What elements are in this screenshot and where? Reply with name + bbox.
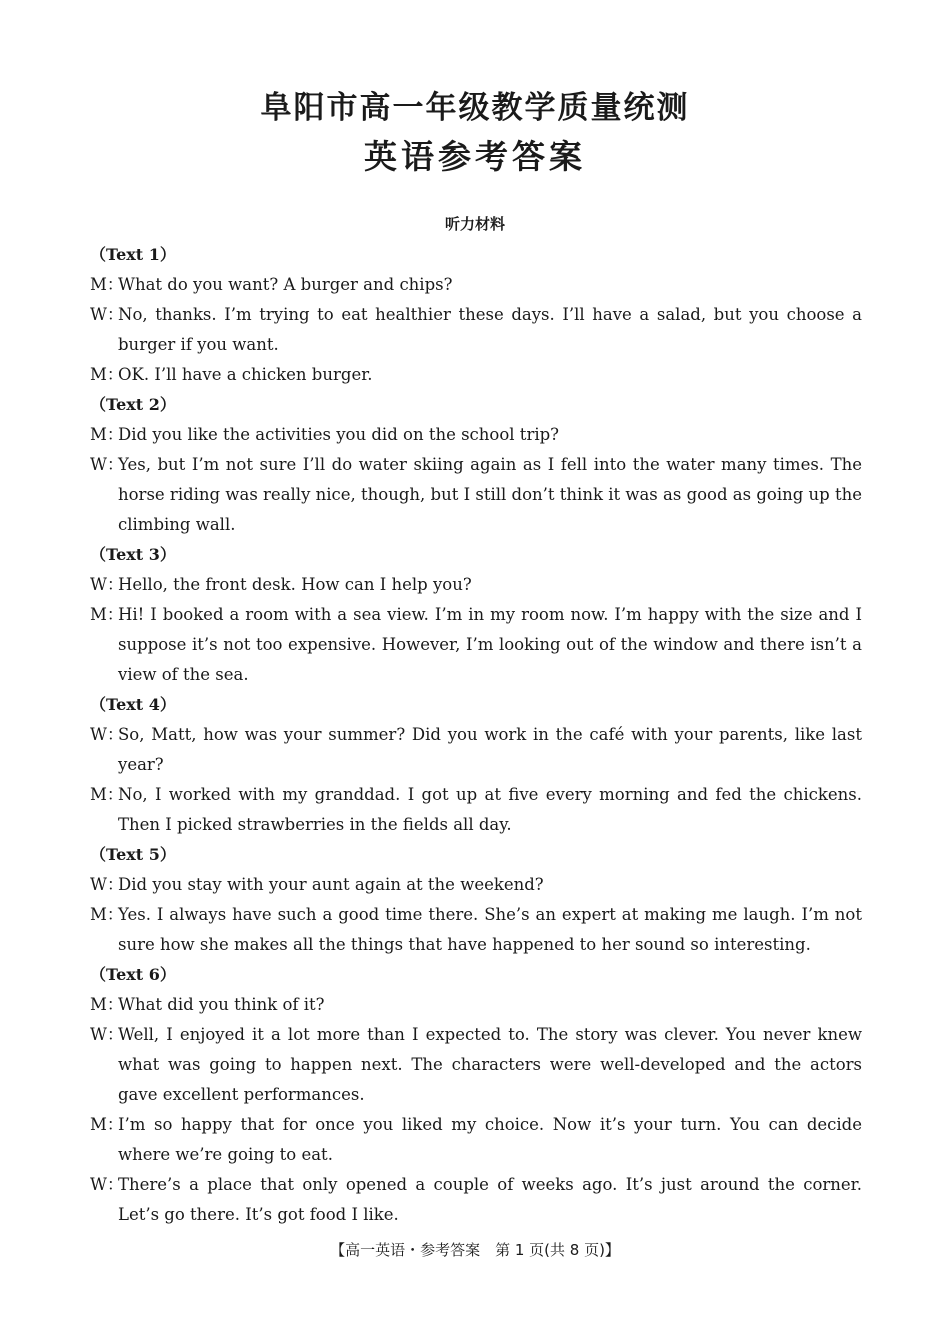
transcript-body [90,240,862,1230]
speaker-label: M： [90,785,124,804]
speaker-label: M： [90,425,124,444]
speaker-label: W： [90,305,124,324]
speaker-label: W： [90,875,124,894]
text-label: （Text 1） [90,245,176,264]
text-label: （Text 2） [90,395,176,414]
dialogue-line [90,1110,862,1170]
utterance: What did you think of it? [118,995,325,1014]
utterance: Yes. I always have such a good time there. She’s an expert at making me laugh. I’m not sure how she makes all the things that have happened to her sound so interesting. [118,905,862,954]
dialogue-line [90,1020,862,1110]
utterance: So, Matt, how was your summer? Did you work in the café with your parents, like last year? [118,725,862,774]
utterance: Yes, but I’m not sure I’ll do water skiing again as I fell into the water many times. The horse riding was really nice, though, but I still don’t think it was as good as going up the climbing wall. [118,455,863,534]
text-block-1 [90,240,862,390]
utterance: Did you like the activities you did on the school trip? [118,425,560,444]
text-label: （Text 6） [90,965,176,984]
text-block-6 [90,960,862,1230]
utterance: I’m so happy that for once you liked my choice. Now it’s your turn. You can decide where we’re going to eat. [118,1115,862,1164]
text-label: （Text 3） [90,545,176,564]
speaker-label: M： [90,605,124,624]
speaker-label: M： [90,905,124,924]
dialogue-line [90,600,862,690]
speaker-label: W： [90,455,124,474]
speaker-label: M： [90,995,124,1014]
speaker-label: W： [90,1025,124,1044]
dialogue-line [90,720,862,780]
utterance: What do you want? A burger and chips? [118,275,453,294]
speaker-label: M： [90,1115,124,1134]
dialogue-line [90,360,862,390]
utterance: Hi! I booked a room with a sea view. I’m in my room now. I’m happy with the size and I suppose it’s not too expensive. However, I’m looking out of the window and there isn’t a view of the sea. [118,605,862,684]
utterance: There’s a place that only opened a couple of weeks ago. It’s just around the corner. Let’s go there. It’s got food I like. [118,1175,862,1224]
utterance: Hello, the front desk. How can I help you? [118,575,472,594]
speaker-label: M： [90,365,124,384]
text-block-3 [90,540,862,690]
speaker-label: W： [90,725,124,744]
text-block-2 [90,390,862,540]
utterance: Well, I enjoyed it a lot more than I expected to. The story was clever. You never knew what was going to happen next. The characters were well-developed and the actors gave excellent performances. [118,1025,862,1104]
dialogue-line [90,870,862,900]
dialogue-line [90,780,862,840]
utterance: No, thanks. I’m trying to eat healthier these days. I’ll have a salad, but you choose a burger if you want. [118,305,862,354]
utterance: Did you stay with your aunt again at the weekend? [118,875,544,894]
utterance: OK. I’ll have a chicken burger. [118,365,373,384]
page-footer: 【高一英语・参考答案 第 1 页(共 8 页)】 [330,1241,620,1259]
dialogue-line [90,270,862,300]
section-heading: 听力材料 [444,215,505,233]
page-subtitle: 英语参考答案 [364,137,586,176]
page-title: 阜阳市高一年级教学质量统测 [260,90,690,126]
dialogue-line [90,420,862,450]
dialogue-line [90,900,862,960]
speaker-label: W： [90,575,124,594]
text-block-4 [90,690,862,840]
speaker-label: M： [90,275,124,294]
text-label: （Text 4） [90,695,176,714]
utterance: No, I worked with my granddad. I got up at five every morning and fed the chickens. Then I picked strawberries in the fields all day. [118,785,862,834]
dialogue-line [90,570,862,600]
text-label: （Text 5） [90,845,176,864]
dialogue-line [90,300,862,360]
dialogue-line [90,450,862,540]
text-block-5 [90,840,862,960]
speaker-label: W： [90,1175,124,1194]
dialogue-line [90,990,862,1020]
dialogue-line [90,1170,862,1230]
